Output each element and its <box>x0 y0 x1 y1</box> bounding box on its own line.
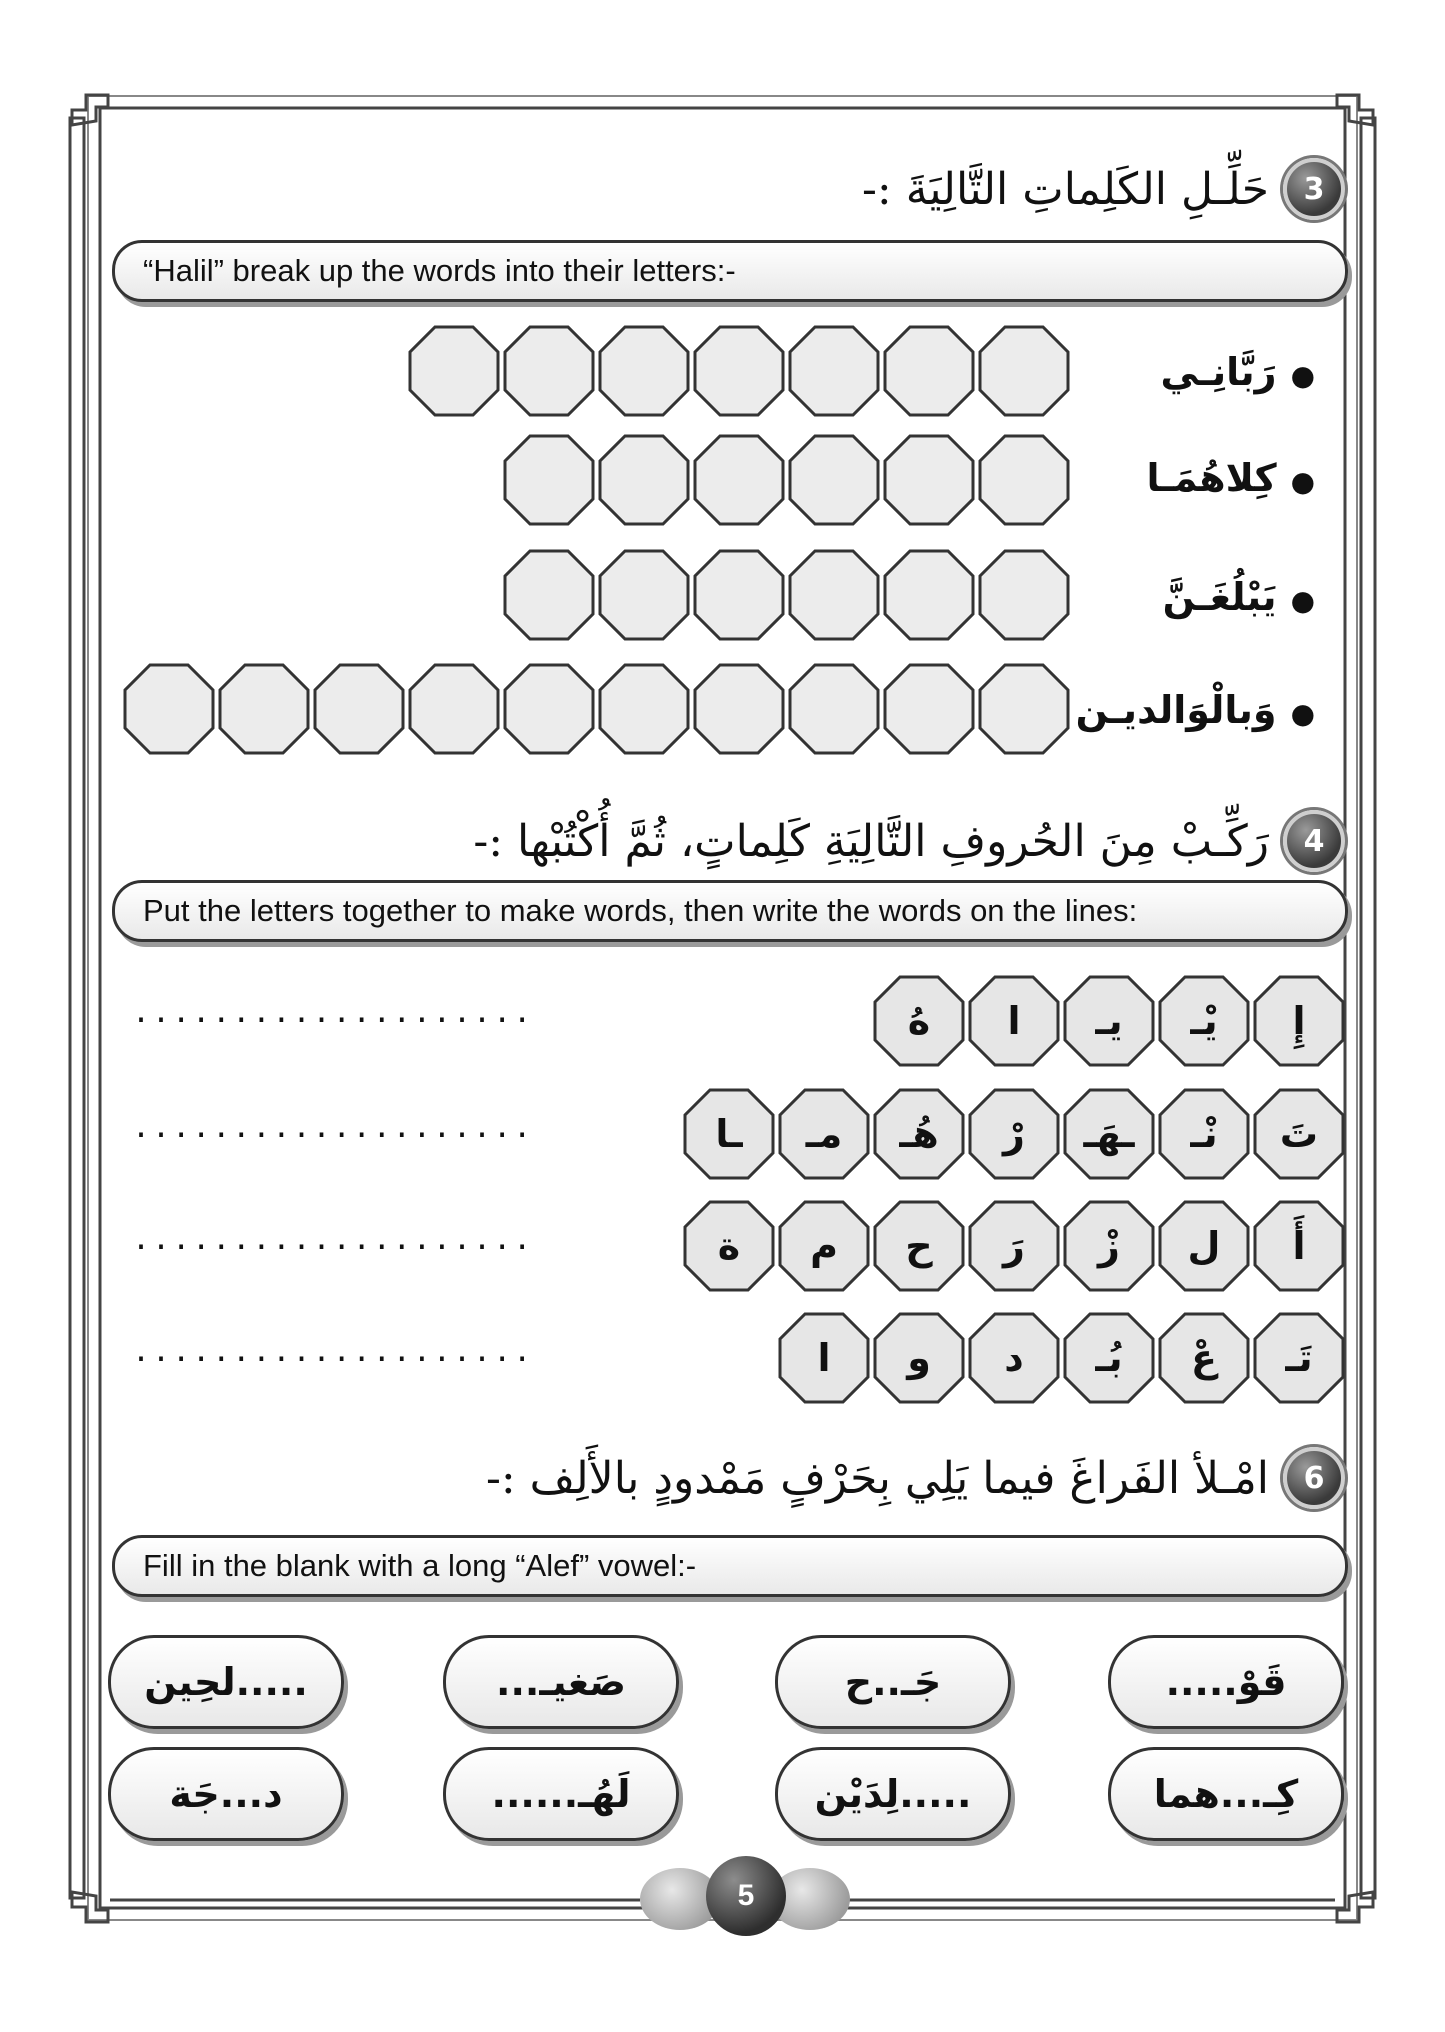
section-3-title: حَلِّـلِ الكَلِماتِ التَّالِيَةَ :- <box>862 163 1269 215</box>
letter-tile <box>778 1088 870 1180</box>
fill-blank-pill[interactable]: قَوْ..... <box>1108 1635 1344 1729</box>
letter-tile <box>778 1200 870 1292</box>
letter-box[interactable] <box>408 325 500 417</box>
letter-tile <box>1253 975 1345 1067</box>
letter-tile <box>1158 1312 1250 1404</box>
section-6-heading <box>486 1447 1345 1509</box>
section-4-heading <box>473 810 1345 872</box>
letter-tile <box>1063 1200 1155 1292</box>
letter-tile-text: أَ <box>1292 1224 1306 1268</box>
fill-blank-pill[interactable]: كِـ...هما <box>1108 1747 1344 1841</box>
letter-tile-text: ا <box>817 1336 831 1380</box>
letter-box[interactable] <box>883 549 975 641</box>
letter-tile-text: ل <box>1187 1224 1221 1268</box>
answer-line[interactable]: .................... <box>132 1110 534 1145</box>
letter-tile <box>1063 1312 1155 1404</box>
word-item: ●رَبَّانِـي <box>1160 350 1315 394</box>
letter-tile-row <box>870 975 1345 1067</box>
letter-tile <box>873 975 965 1067</box>
letter-box[interactable] <box>408 663 500 755</box>
letter-box[interactable] <box>693 549 785 641</box>
letter-box[interactable] <box>598 325 690 417</box>
letter-tile-text: زْ <box>1098 1224 1120 1268</box>
letter-box[interactable] <box>503 549 595 641</box>
fill-blank-pill[interactable]: د...جَة <box>108 1747 344 1841</box>
letter-tile <box>1253 1312 1345 1404</box>
letter-tile-text: د <box>1004 1336 1024 1380</box>
letter-tile <box>873 1312 965 1404</box>
letter-box[interactable] <box>788 549 880 641</box>
letter-tile-row <box>680 1088 1345 1180</box>
letter-tile-text: يْـ <box>1190 999 1218 1043</box>
letter-tile <box>873 1200 965 1292</box>
letter-tile-text: عْ <box>1191 1336 1217 1380</box>
letter-tile-text: يـ <box>1095 999 1123 1043</box>
word-item: ●وَبالْوَالديـن <box>1075 688 1315 732</box>
letter-box[interactable] <box>788 434 880 526</box>
letter-box[interactable] <box>598 434 690 526</box>
letter-box[interactable] <box>978 663 1070 755</box>
letter-tile <box>1158 1088 1250 1180</box>
section-4-instruction: Put the letters together to make words, then write the words on the lines: <box>112 880 1348 942</box>
letter-box[interactable] <box>503 325 595 417</box>
section-number-badge: 6 <box>1283 1447 1345 1509</box>
letter-tile-text: ة <box>717 1224 741 1268</box>
letter-tile-text: ـهَـ <box>1083 1112 1135 1156</box>
section-6-instruction: Fill in the blank with a long “Alef” vowel:- <box>112 1535 1348 1597</box>
letter-tile <box>1253 1088 1345 1180</box>
letter-box[interactable] <box>978 325 1070 417</box>
letter-tile-row <box>680 1200 1345 1292</box>
letter-tile-text: رْ <box>1003 1112 1025 1156</box>
letter-tile-text: مـ <box>805 1112 843 1156</box>
letter-tile-text: إِ <box>1292 999 1306 1043</box>
letter-tile <box>968 1088 1060 1180</box>
letter-tile <box>968 1200 1060 1292</box>
word-item: ●يَبْلُغَـنَّ <box>1162 575 1315 619</box>
letter-tile-text: بُـ <box>1095 1336 1123 1380</box>
letter-tile <box>968 975 1060 1067</box>
letter-box[interactable] <box>883 663 975 755</box>
fill-blank-pill[interactable]: صَغيـ... <box>443 1635 679 1729</box>
section-6-title: امْـلأ الفَراغَ فيما يَلِي بِحَرْفٍ مَمْدودٍ بالأَلِف :- <box>486 1452 1269 1504</box>
letter-tile-text: ـا <box>715 1112 743 1156</box>
letter-tile <box>1063 1088 1155 1180</box>
letter-box[interactable] <box>598 549 690 641</box>
letter-tile <box>1158 1200 1250 1292</box>
letter-tile-text: م <box>810 1224 838 1268</box>
letter-box[interactable] <box>883 325 975 417</box>
section-4-title: رَكِّـبْ مِنَ الحُروفِ التَّالِيَةِ كَلِماتٍ، ثُمَّ أُكْتُبْها :- <box>473 815 1269 867</box>
letter-box[interactable] <box>978 434 1070 526</box>
letter-tile <box>683 1088 775 1180</box>
letter-tile-text: تَـ <box>1285 1336 1313 1380</box>
letter-tile <box>1253 1200 1345 1292</box>
answer-line[interactable]: .................... <box>132 1222 534 1257</box>
letter-tile-text: هُ <box>907 999 931 1043</box>
letter-box[interactable] <box>598 663 690 755</box>
answer-line[interactable]: .................... <box>132 995 534 1030</box>
section-number-badge: 3 <box>1283 158 1345 220</box>
letter-box[interactable] <box>693 325 785 417</box>
letter-tile-text: رَ <box>1003 1224 1025 1268</box>
letter-box[interactable] <box>123 663 215 755</box>
letter-box[interactable] <box>503 663 595 755</box>
letter-box[interactable] <box>313 663 405 755</box>
letter-box-row <box>500 549 1070 641</box>
letter-box[interactable] <box>788 325 880 417</box>
letter-box[interactable] <box>788 663 880 755</box>
letter-box-row <box>405 325 1070 417</box>
letter-box[interactable] <box>218 663 310 755</box>
letter-tile-row <box>775 1312 1345 1404</box>
letter-tile-text: ح <box>905 1224 933 1268</box>
letter-tile <box>1158 975 1250 1067</box>
letter-tile <box>873 1088 965 1180</box>
letter-box[interactable] <box>503 434 595 526</box>
letter-box[interactable] <box>978 549 1070 641</box>
letter-tile <box>778 1312 870 1404</box>
letter-tile-text: هُـ <box>899 1112 939 1156</box>
section-3-instruction: “Halil” break up the words into their letters:- <box>112 240 1348 302</box>
fill-blank-pill[interactable]: .....لحِين <box>108 1635 344 1729</box>
letter-box[interactable] <box>693 434 785 526</box>
answer-line[interactable]: .................... <box>132 1334 534 1369</box>
letter-tile-text: ا <box>1007 999 1021 1043</box>
letter-tile-text: تَ <box>1279 1112 1319 1156</box>
letter-box[interactable] <box>693 663 785 755</box>
letter-box-row <box>120 663 1070 755</box>
letter-tile <box>968 1312 1060 1404</box>
section-number-badge: 4 <box>1283 810 1345 872</box>
fill-blank-pill[interactable]: جَـ..ح <box>775 1635 1011 1729</box>
page-number: 5 <box>706 1856 786 1936</box>
letter-tile <box>683 1200 775 1292</box>
word-item: ●كِلاهُمَـا <box>1146 456 1315 500</box>
letter-tile <box>1063 975 1155 1067</box>
fill-blank-pill[interactable]: .....لِدَيْن <box>775 1747 1011 1841</box>
letter-tile-text: نْـ <box>1190 1112 1218 1156</box>
letter-box[interactable] <box>883 434 975 526</box>
fill-blank-pill[interactable]: لَهُـ...... <box>443 1747 679 1841</box>
letter-box-row <box>500 434 1070 526</box>
letter-tile-text: و <box>907 1336 931 1380</box>
section-3-heading <box>862 158 1345 220</box>
